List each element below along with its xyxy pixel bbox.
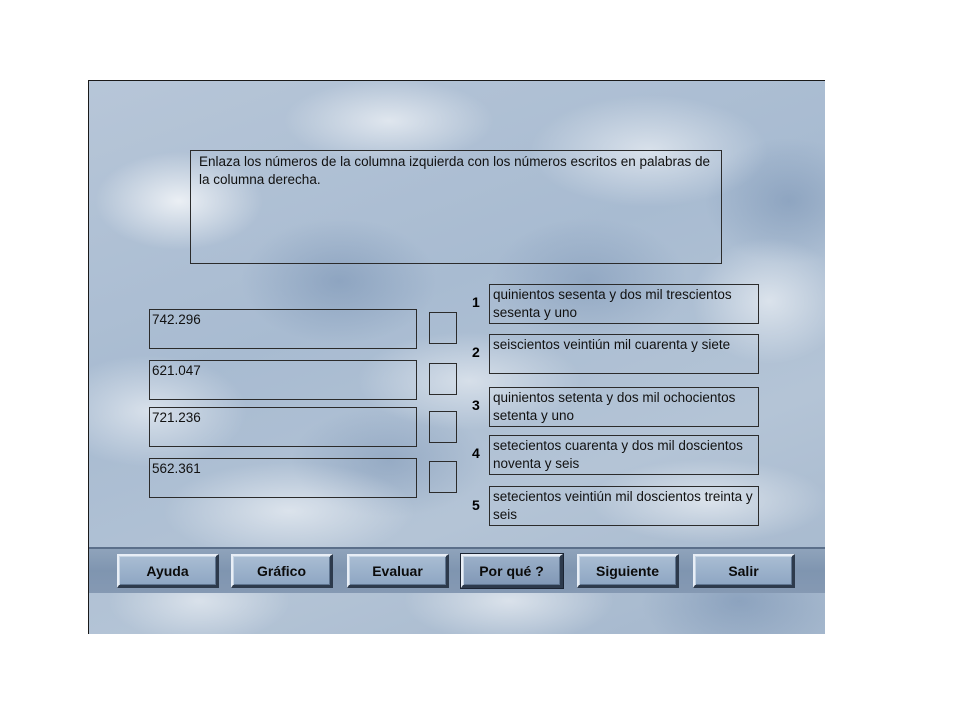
option-text-1: quinientos sesenta y dos mil trescientos sesenta y uno	[489, 284, 759, 324]
number-box-4: 562.361	[149, 458, 417, 498]
number-box-2: 621.047	[149, 360, 417, 400]
option-text-3: quinientos setenta y dos mil ochocientos setenta y uno	[489, 387, 759, 427]
option-text-5: setecientos veintiún mil doscientos treinta y seis	[489, 486, 759, 526]
exercise-window	[88, 80, 825, 634]
help-button[interactable]: Ayuda	[117, 554, 219, 588]
answer-input-4[interactable]	[429, 461, 457, 493]
exit-button[interactable]: Salir	[693, 554, 795, 588]
option-number-1: 1	[472, 294, 480, 310]
number-box-1: 742.296	[149, 309, 417, 349]
why-button[interactable]: Por qué ?	[461, 554, 563, 588]
answer-input-2[interactable]	[429, 363, 457, 395]
instruction-text: Enlaza los números de la columna izquierda con los números escritos en palabras de la columna derecha.	[190, 150, 722, 264]
graphic-button[interactable]: Gráfico	[231, 554, 333, 588]
option-number-5: 5	[472, 497, 480, 513]
toolbar	[89, 547, 825, 593]
option-text-2: seiscientos veintiún mil cuarenta y siete	[489, 334, 759, 374]
option-text-4: setecientos cuarenta y dos mil doscientos noventa y seis	[489, 435, 759, 475]
evaluate-button[interactable]: Evaluar	[347, 554, 449, 588]
next-button[interactable]: Siguiente	[577, 554, 679, 588]
answer-input-1[interactable]	[429, 312, 457, 344]
option-number-2: 2	[472, 344, 480, 360]
option-number-4: 4	[472, 445, 480, 461]
number-box-3: 721.236	[149, 407, 417, 447]
answer-input-3[interactable]	[429, 411, 457, 443]
option-number-3: 3	[472, 397, 480, 413]
